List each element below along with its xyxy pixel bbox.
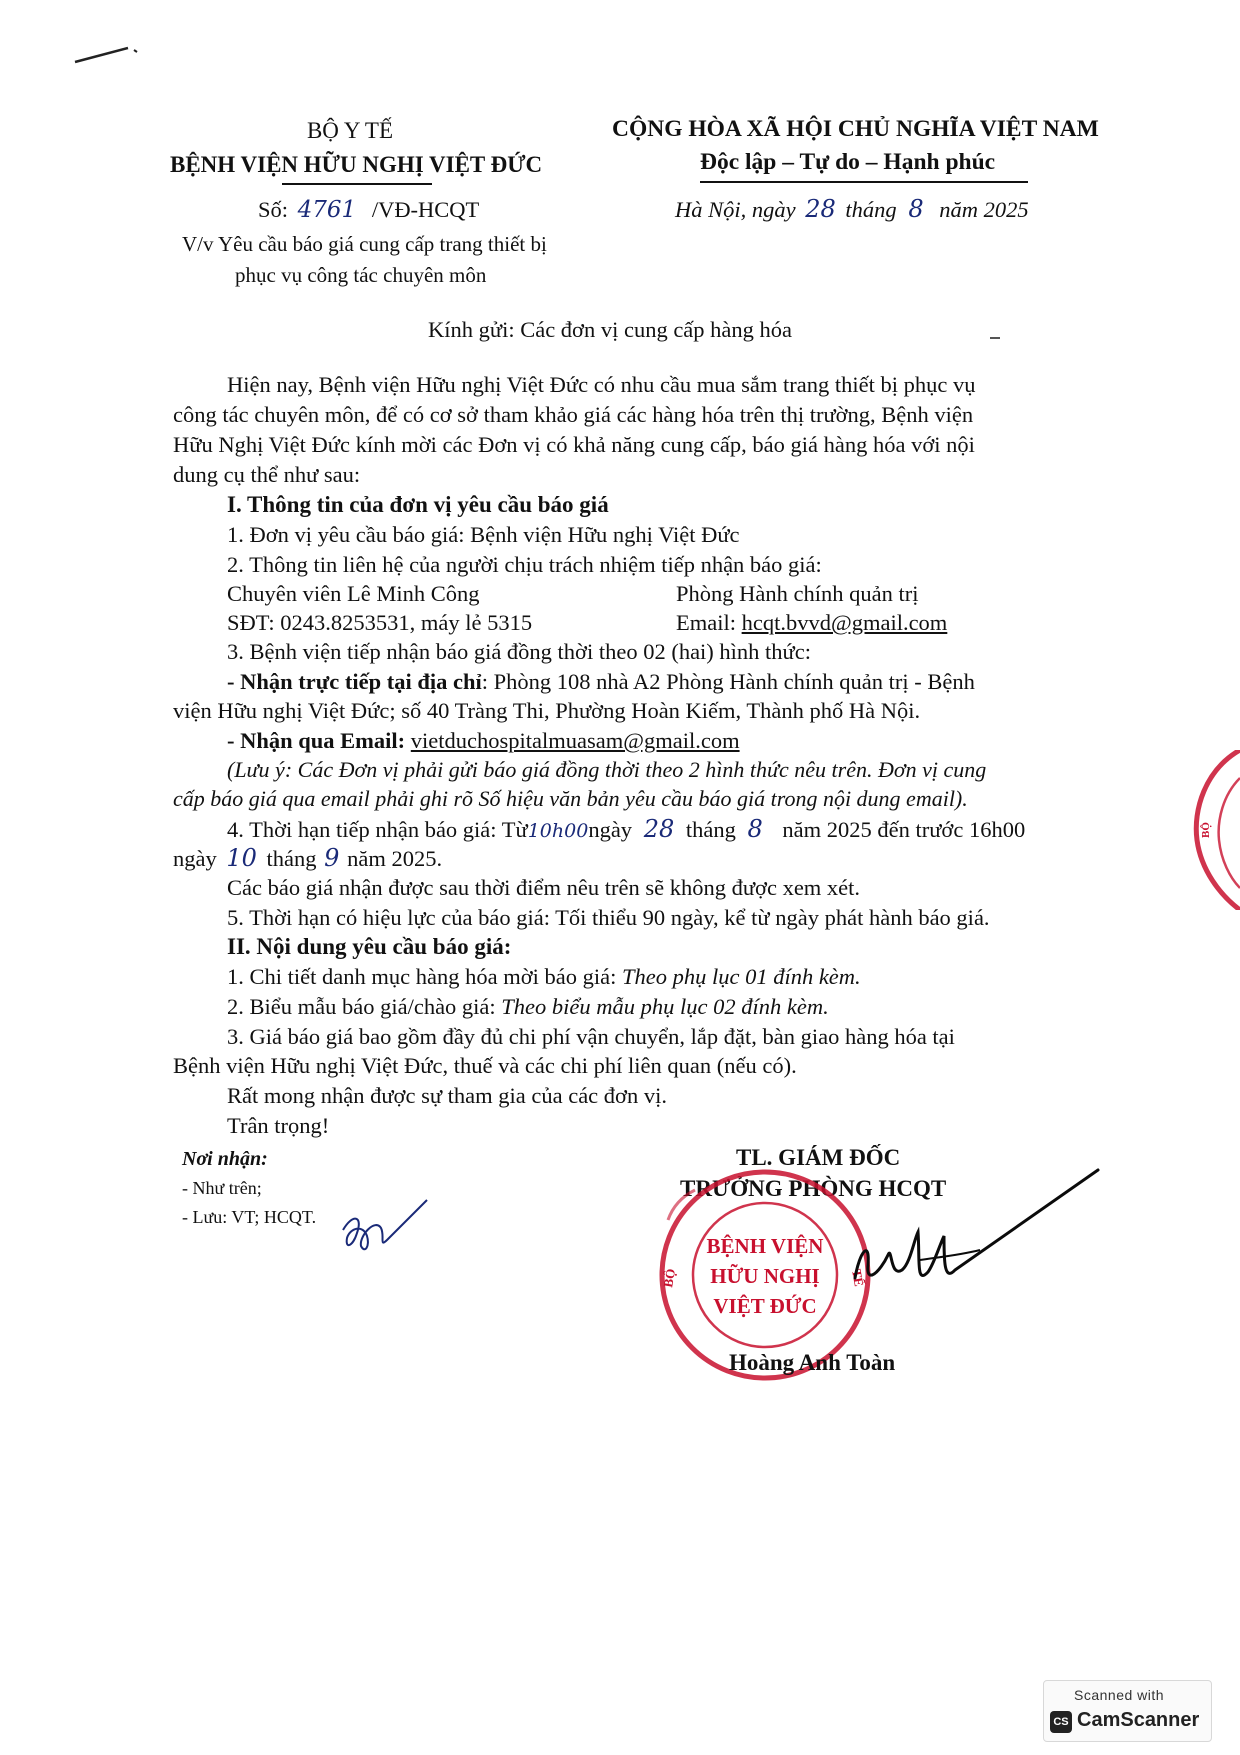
late-submission-note: Các báo giá nhận được sau thời điểm nêu trên sẽ không được xem xét. [227,875,861,900]
stamp-ring-left: BỘ [660,1267,679,1289]
section-1-item-4 [227,816,1025,844]
direct-delivery-address-2: viện Hữu nghị Việt Đức; số 40 Tràng Thi, Phường Hoàn Kiếm, Thành phố Hà Nội. [173,698,921,723]
email-delivery-label: - Nhận qua Email: [227,728,406,753]
direct-delivery-address: : Phòng 108 nhà A2 Phòng Hành chính quản trị - Bệnh [481,669,975,694]
camscanner-brand-text: CamScanner [1077,1709,1200,1731]
stamp-line-3: VIỆT ĐỨC [713,1294,817,1318]
section-2-item-3: 3. Giá báo giá bao gồm đầy đủ chi phí vận chuyển, lắp đặt, bàn giao hàng hóa tại [227,1024,955,1049]
item4-part-f: tháng [266,846,317,871]
direct-delivery [227,669,975,695]
contact-name: Chuyên viên Lê Minh Công [227,581,480,606]
number-handwritten: 4761 [297,197,357,223]
contact-department: Phòng Hành chính quản trị [676,581,919,606]
date-month-handwritten: 8 [908,195,924,223]
stamp-ring-right: TẾ [849,1267,867,1288]
item4-part-a: 4. Thời hạn tiếp nhận báo giá: Từ [227,817,528,842]
signer-title-1: TL. GIÁM ĐỐC [736,1145,901,1170]
recipient-line: Kính gửi: Các đơn vị cung cấp hàng hóa [428,317,793,342]
item4-day-handwritten: 28 [643,815,675,843]
stamp-line-1: BỆNH VIỆN [706,1234,824,1258]
ministry-name: BỘ Y TẾ [306,118,394,143]
direct-delivery-label: - Nhận trực tiếp tại địa chỉ [227,669,482,694]
section-2-item-3-cont: Bệnh viện Hữu nghị Việt Đức, thuế và các chi phí liên quan (nếu có). [173,1053,797,1078]
recipients-item-1: - Như trên; [182,1178,262,1198]
section-1-item-2: 2. Thông tin liên hệ của người chịu trách nhiệm tiếp nhận báo giá: [227,552,822,577]
contact-email-label: Email: [676,610,736,635]
s2-item1-value: Theo phụ lục 01 đính kèm. [621,964,861,989]
subject-line-1: V/v Yêu cầu báo giá cung cấp trang thiết bị [182,232,547,256]
signer-name: Hoàng Anh Toàn [729,1350,896,1375]
director-signature [840,1160,1110,1320]
intro-line-2: công tác chuyên môn, để có cơ sở tham khảo giá các hàng hóa trên thị trường, Bệnh viện [173,402,974,427]
document-number [258,197,479,223]
item4-time-handwritten: 10h00 [527,820,589,842]
section-1-title: I. Thông tin của đơn vị yêu cầu báo giá [227,492,609,517]
motto-underline [700,181,1028,183]
national-motto: Độc lập – Tự do – Hạnh phúc [700,149,996,175]
item4-part-d: năm 2025 đến trước 16h00 [782,817,1026,842]
section-2-item-2 [227,994,829,1020]
item4-part-b: ngày [588,817,633,842]
contact-phone: SĐT: 0243.8253531, máy lẻ 5315 [227,610,533,635]
note-line-2: cấp báo giá qua email phải ghi rõ Số hiệu văn bản yêu cầu báo giá trong nội dung email). [173,786,968,811]
date-month-label: tháng [845,197,897,222]
number-prefix: Số: [258,197,289,222]
s2-item1-label: 1. Chi tiết danh mục hàng hóa mời báo giá: [227,964,622,989]
date-prefix: Hà Nội, ngày [675,197,796,222]
contact-email [676,610,947,636]
section-1-item-5: 5. Thời hạn có hiệu lực của báo giá: Tối thiểu 90 ngày, kể từ ngày phát hành báo giá. [227,905,990,930]
item4-part-c: tháng [685,817,736,842]
edge-stamp-text: BỘ [1200,822,1212,838]
hospital-name: BỆNH VIỆN HỮU NGHỊ VIỆT ĐỨC [170,152,543,177]
date-day-handwritten: 28 [805,195,836,223]
date-year: năm 2025 [939,197,1029,222]
camscanner-logo-icon: CS [1050,1711,1072,1733]
s2-item2-label: 2. Biểu mẫu báo giá/chào giá: [227,994,502,1019]
recipients-title: Nơi nhận: [182,1148,268,1170]
note-line-1: (Lưu ý: Các Đơn vị phải gửi báo giá đồng thời theo 2 hình thức nêu trên. Đơn vị cung [227,757,987,782]
edge-seal-fragment [1185,750,1240,910]
issue-date [675,196,1029,223]
intro-line-4: dung cụ thể như sau: [173,462,361,487]
hospital-underline [282,183,432,185]
section-2-title: II. Nội dung yêu cầu báo giá: [227,934,512,959]
scanned-with-text: Scanned with [1074,1687,1165,1703]
section-1-item-1: 1. Đơn vị yêu cầu báo giá: Bệnh viện Hữu nghị Việt Đức [227,522,740,547]
pen-mark [70,40,140,70]
section-2-item-1 [227,964,861,990]
intro-line-1: Hiện nay, Bệnh viện Hữu nghị Việt Đức có nhu cầu mua sắm trang thiết bị phục vụ [227,372,976,397]
section-1-item-3: 3. Bệnh viện tiếp nhận báo giá đồng thời theo 02 (hai) hình thức: [227,639,811,664]
email-delivery [227,728,740,754]
email-delivery-link[interactable]: vietduchospitalmuasam@gmail.com [410,728,740,753]
item4-month2-handwritten: 9 [324,844,340,872]
signer-title-2: TRƯỞNG PHÒNG HCQT [680,1176,947,1201]
section-1-item-4-cont [173,845,442,872]
intro-line-3: Hữu Nghị Việt Đức kính mời các Đơn vị có khả năng cung cấp, báo giá hàng hóa với nội [173,432,975,457]
s2-item2-value: Theo biểu mẫu phụ lục 02 đính kèm. [501,994,829,1019]
scan-speck [990,337,1000,339]
item4-part-e: ngày [173,846,217,871]
closing-line-2: Trân trọng! [227,1113,330,1138]
item4-part-g: năm 2025. [347,846,443,871]
stamp-line-2: HỮU NGHỊ [710,1264,820,1288]
item4-day2-handwritten: 10 [226,844,257,872]
recipients-item-2: - Lưu: VT; HCQT. [182,1207,317,1227]
initials-signature [335,1188,435,1268]
number-suffix: /VĐ-HCQT [371,197,480,222]
subject-line-2: phục vụ công tác chuyên môn [235,263,487,287]
contact-email-link[interactable]: hcqt.bvvd@gmail.com [741,610,948,635]
closing-line-1: Rất mong nhận được sự tham gia của các đơn vị. [227,1083,667,1108]
camscanner-badge [1043,1680,1212,1742]
republic-title: CỘNG HÒA XÃ HỘI CHỦ NGHĨA VIỆT NAM [612,116,1099,142]
item4-month-handwritten: 8 [747,815,763,843]
